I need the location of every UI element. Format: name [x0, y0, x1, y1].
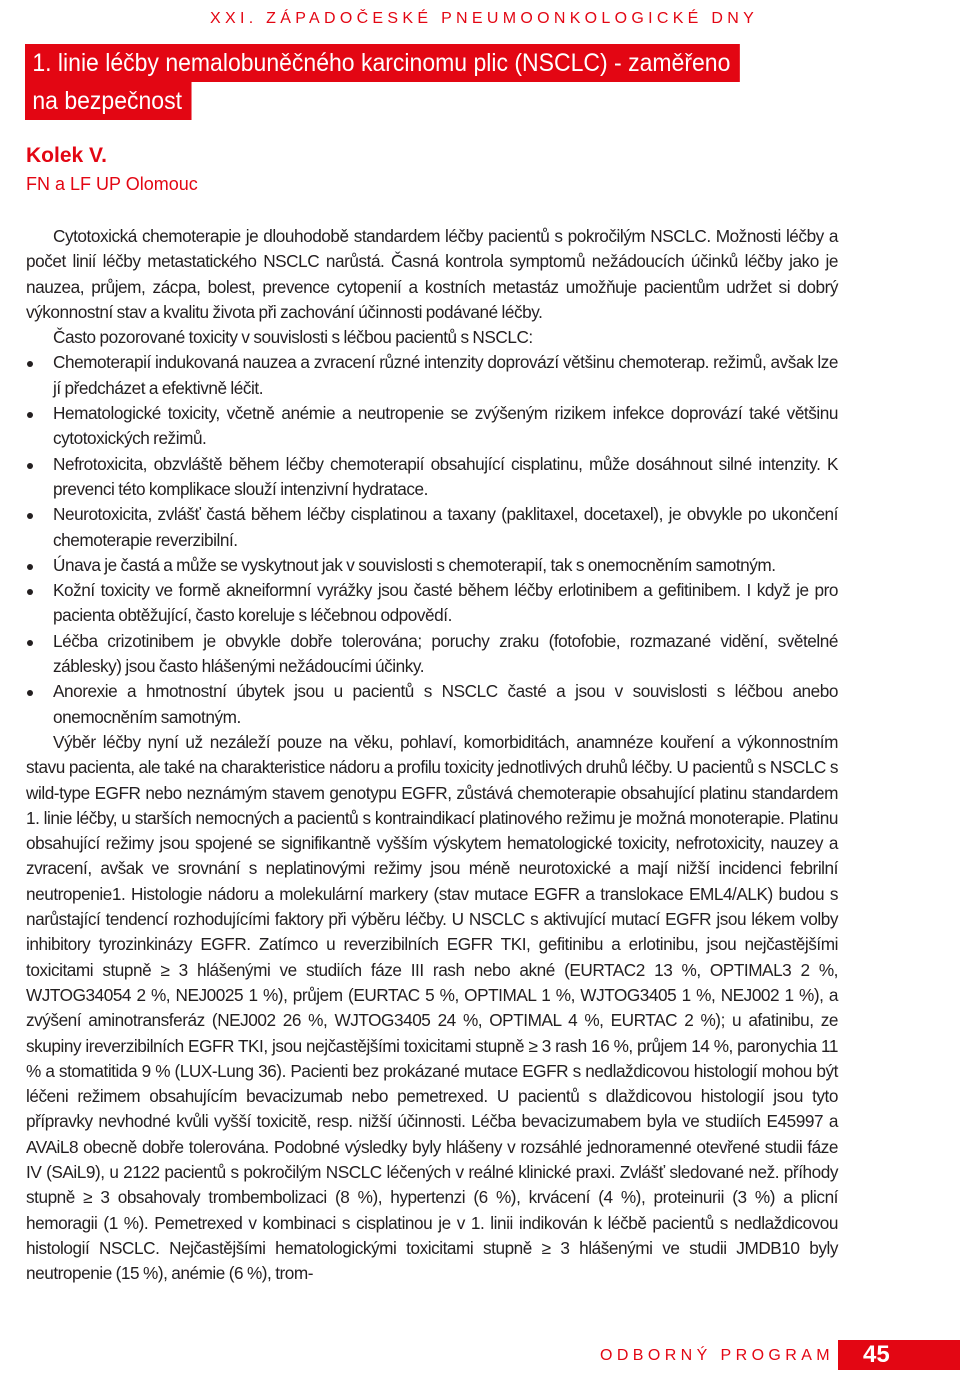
list-item: Chemoterapií indukovaná nauzea a zvracení různé intenzity doprovází většinu chemoterap. režimů, avšak lze jí předcházet a efektivně léčit.: [26, 350, 838, 401]
conference-header: XXI. ZÁPADOČESKÉ PNEUMOONKOLOGICKÉ DNY: [210, 10, 759, 27]
closing-paragraph: Výběr léčby nyní už nezáleží pouze na věku, pohlaví, komorbiditách, anamnéze kouření a výkonnostním stavu pacienta, ale také na charakteristice nádoru a profilu toxicity jednotlivých druhů léčby. U pacientů s NSCLC s wild-type EGFR nebo neznámým stavem genotypu EGFR, zůstává chemoterapie obsahující platinu standardem 1. linie léčby, u starších nemocných a pacientů s kontraindikací platinového režimu je možná monoterapie. Platinu obsahující režimy jsou spojené se signifikantně vyšším výskytem hematologické toxicity, nefrotoxicity, nauzey a zvracení, avšak ve srovnání s neplatinovými režimy jsou méně neurotoxické a mají nižší incidenci febrilní neutropenie1. Histologie nádoru a molekulární markery (stav mutace EGFR a translokace EML4/ALK) budou s narůstající tendencí rozhodujícími faktory při výběru léčby. U NSCLC s aktivující mutací EGFR jsou lékem volby inhibitory tyrozinkinázy EGFR. Zatímco u reverzibilních EGFR TKI, gefitinibu a erlotinibu, jsou nejčastějšími toxicitami stupně ≥ 3 hlášenými ve studiích fáze III rash nebo akné (EURTAC2 13 %, OPTIMAL3 2 %, WJTOG34054 2 %, NEJ0025 1 %), průjem (EURTAC 5 %, OPTIMAL 1 %, WJTOG3405 1 %, NEJ002 1 %), a zvýšení aminotransferáz (NEJ002 26 %, WJTOG3405 24 %, OPTIMAL 4 %, EURTAC 2 %); u afatinibu, ze skupiny ireverzibilních EGFR TKI, jsou nejčastějšími toxicitami stupně ≥ 3 rash 16 %, průjem 14 %, paronychia 11 % a stomatitida 9 % (LUX-Lung 36). Pacienti bez prokázané mutace EGFR s nedlaždicovou histologií mohou být léčeni režimem obsahujícím bevacizumab nebo pemetrexed. U pacientů s dlaždicovou histologií jsou tyto přípravky nevhodné kvůli vyšší toxicitě, resp. nižší účinnosti. Léčba bevacizumabem byla ve studiích E45997 a AVAiL8 obecně dobře tolerována. Podobné výsledky byly hlášeny v rozsáhlé jednoramenné otevřené studii fáze IV (SAiL9), u 2122 pacientů s pokročilým NSCLC léčených v reálné klinické praxi. Zvlášť sledované než. příhody stupně ≥ 3 obsahovaly trombembolizaci (8 %), hypertenzi (6 %), krvácení (4 %), proteinurii (3 %) a plicní hemoragii (1 %). Pemetrexed v kombinaci s cisplatinou je v 1. linii indikován k léčbě pacientů s nedlaždicovou histologií NSCLC. Nejčastějšími hematologickými toxicitami stupně ≥ 3 hlášenými ve studii JMDB10 byly neutropenie (15 %), anémie (6 %), trom-: [26, 731, 838, 1284]
list-intro-paragraph: Často pozorované toxicity v souvislosti s léčbou pacientů s NSCLC:: [53, 327, 533, 348]
section-label: ODBORNÝ PROGRAM: [600, 1347, 835, 1364]
page-number: 45: [838, 1340, 960, 1370]
author-name: Kolek V.: [26, 144, 107, 167]
list-item: Hematologické toxicity, včetně anémie a neutropenie se zvýšeným rizikem infekce doprovází také většinu cytotoxických režimů.: [26, 401, 838, 452]
intro-paragraph: Cytotoxická chemoterapie je dlouhodobě standardem léčby pacientů s pokročilým NSCLC. Možnosti léčby a počet linií léčby metastatického NSCLC narůstá. Časná kontrola symptomů nežádoucích účinků léčby jako je nauzea, průjem, zácpa, bolest, prevence cytopenií a kostních metastáz umožňuje pacientům udržet si dobrý výkonnostní stav a kvalitu života při zachování účinnosti podávané léčby.: [26, 226, 838, 322]
list-item: Neurotoxicita, zvlášť častá během léčby cisplatinou a taxany (paklitaxel, docetaxel), je obvykle po ukončení chemoterapie reverzibilní.: [26, 502, 838, 553]
list-item: Anorexie a hmotnostní úbytek jsou u pacientů s NSCLC časté a jsou v souvislosti s léčbou anebo onemocněním samotným.: [26, 679, 838, 730]
author-affiliation: FN a LF UP Olomouc: [26, 174, 198, 194]
list-item: Nefrotoxicita, obzvláště během léčby chemoterapií obsahující cisplatinu, může dosáhnout silné intenzity. K prevenci této komplikace slouží intenzivní hydratace.: [26, 452, 838, 503]
title-line-1: 1. linie léčby nemalobuněčného karcinomu plic (NSCLC) - zaměřeno: [25, 44, 740, 82]
article-body: [26, 224, 838, 1286]
article-title: [25, 44, 802, 120]
list-item: Únava je častá a může se vyskytnout jak v souvislosti s chemoterapií, tak s onemocněním samotným.: [26, 553, 838, 578]
toxicity-list: [26, 350, 838, 729]
list-item: Kožní toxicity ve formě akneiformní vyrážky jsou časté během léčby erlotinibem a gefitinibem. I když je pro pacienta obtěžující, často koreluje s léčebnou odpovědí.: [26, 578, 838, 629]
title-line-2: na bezpečnost: [25, 82, 191, 120]
list-item: Léčba crizotinibem je obvykle dobře tolerována; poruchy zraku (fotofobie, rozmazané vidění, světelné záblesky) jsou často hlášenými nežádoucími účinky.: [26, 629, 838, 680]
